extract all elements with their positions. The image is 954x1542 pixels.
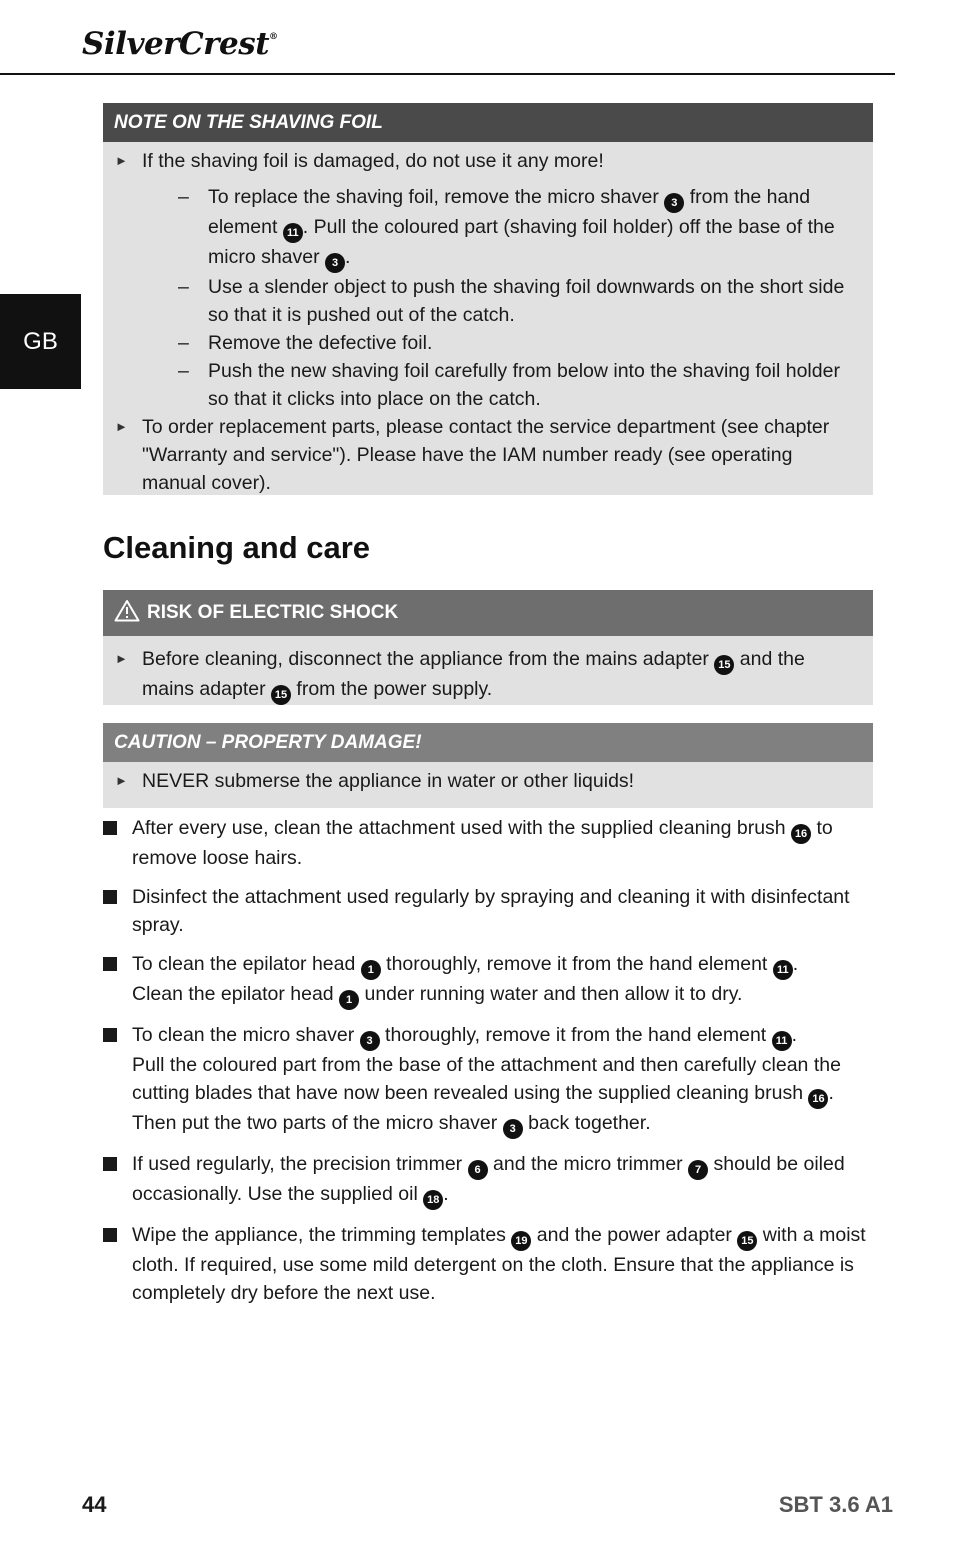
dash-marker: – bbox=[178, 276, 189, 298]
warning-triangle-icon bbox=[114, 599, 140, 622]
square-bullet-icon bbox=[103, 1028, 117, 1042]
dash-marker: – bbox=[178, 332, 189, 354]
reference-number-badge: 15 bbox=[737, 1231, 757, 1251]
brand-logo: SilverCrest® bbox=[82, 26, 278, 62]
note-box bbox=[103, 103, 873, 495]
reference-number-badge: 18 bbox=[423, 1190, 443, 1210]
reference-number-badge: 7 bbox=[688, 1160, 708, 1180]
list-item: After every use, clean the attachment used with the supplied cleaning brush 16 to remove loose hairs. bbox=[103, 814, 878, 872]
triangle-arrow-icon: ► bbox=[115, 419, 128, 434]
list-item: To clean the epilator head 1 thoroughly, remove it from the hand element 11 . Clean the epilator head 1 under running water and then allow it to dry. bbox=[103, 950, 878, 1010]
shock-box-title: RISK OF ELECTRIC SHOCK bbox=[103, 590, 873, 636]
note-dash-item: – Push the new shaving foil carefully from below into the shaving foil holder so that it clicks into place on the catch. bbox=[103, 357, 873, 413]
reference-number-badge: 1 bbox=[361, 960, 381, 980]
reference-number-badge: 3 bbox=[503, 1119, 523, 1139]
list-item: If used regularly, the precision trimmer 6 and the micro trimmer 7 should be oiled occasionally. Use the supplied oil 18 . bbox=[103, 1150, 878, 1210]
dash-marker: – bbox=[178, 360, 189, 382]
triangle-arrow-icon: ► bbox=[115, 153, 128, 168]
reference-number-badge: 1 bbox=[339, 990, 359, 1010]
caution-box bbox=[103, 723, 873, 808]
header-rule bbox=[0, 73, 895, 75]
caution-item: ► NEVER submerse the appliance in water or other liquids! bbox=[103, 767, 873, 795]
list-item: To clean the micro shaver 3 thoroughly, remove it from the hand element 11 . Pull the coloured part from the base of the attachment and then carefully clean the cutting blades that have now been revealed using the supplied cleaning brush 16 . Then put the two parts of the micro shaver 3 back together. bbox=[103, 1021, 878, 1139]
note-box-title: NOTE ON THE SHAVING FOIL bbox=[103, 103, 873, 142]
reference-number-badge: 16 bbox=[791, 824, 811, 844]
square-bullet-icon bbox=[103, 1228, 117, 1242]
model-name: SBT 3.6 A1 bbox=[778, 1492, 893, 1517]
reference-number-badge: 11 bbox=[772, 1031, 792, 1051]
shock-item: ► Before cleaning, disconnect the appliance from the mains adapter 15 and the mains adapter 15 from the power supply. bbox=[103, 645, 873, 705]
list-item: Disinfect the attachment used regularly by spraying and cleaning it with disinfectant spray. bbox=[103, 883, 878, 939]
reference-number-badge: 15 bbox=[714, 655, 734, 675]
note-item: ► To order replacement parts, please contact the service department (see chapter "Warranty and service"). Please have the IAM number ready (see operating manual cover). bbox=[103, 413, 873, 497]
reference-number-badge: 3 bbox=[325, 253, 345, 273]
language-tab: GB bbox=[0, 294, 81, 389]
triangle-arrow-icon: ► bbox=[115, 773, 128, 788]
note-dash-item: – Remove the defective foil. bbox=[103, 329, 873, 357]
square-bullet-icon bbox=[103, 890, 117, 904]
page-number: 44 bbox=[82, 1492, 107, 1517]
square-bullet-icon bbox=[103, 957, 117, 971]
square-bullet-icon bbox=[103, 821, 117, 835]
reference-number-badge: 11 bbox=[283, 223, 303, 243]
note-item: ► If the shaving foil is damaged, do not use it any more! bbox=[103, 147, 873, 175]
caution-box-title: CAUTION – PROPERTY DAMAGE! bbox=[103, 723, 873, 762]
dash-marker: – bbox=[178, 186, 189, 208]
reference-number-badge: 6 bbox=[468, 1160, 488, 1180]
bullet-list bbox=[103, 814, 878, 1318]
shock-box bbox=[103, 590, 873, 705]
triangle-arrow-icon: ► bbox=[115, 651, 128, 666]
square-bullet-icon bbox=[103, 1157, 117, 1171]
reference-number-badge: 3 bbox=[360, 1031, 380, 1051]
reference-number-badge: 16 bbox=[808, 1089, 828, 1109]
section-title: Cleaning and care bbox=[103, 530, 371, 565]
reference-number-badge: 19 bbox=[511, 1231, 531, 1251]
note-dash-item: – Use a slender object to push the shaving foil downwards on the short side so that it is pushed out of the catch. bbox=[103, 273, 873, 329]
reference-number-badge: 15 bbox=[271, 685, 291, 705]
reference-number-badge: 11 bbox=[773, 960, 793, 980]
note-dash-item: – To replace the shaving foil, remove the micro shaver 3 from the hand element 11 . Pull the coloured part (shaving foil holder) off the base of the micro shaver 3 . bbox=[103, 183, 873, 273]
list-item: Wipe the appliance, the trimming templates 19 and the power adapter 15 with a moist cloth. If required, use some mild detergent on the cloth. Ensure that the appliance is completely dry before the next use. bbox=[103, 1221, 878, 1307]
reference-number-badge: 3 bbox=[664, 193, 684, 213]
